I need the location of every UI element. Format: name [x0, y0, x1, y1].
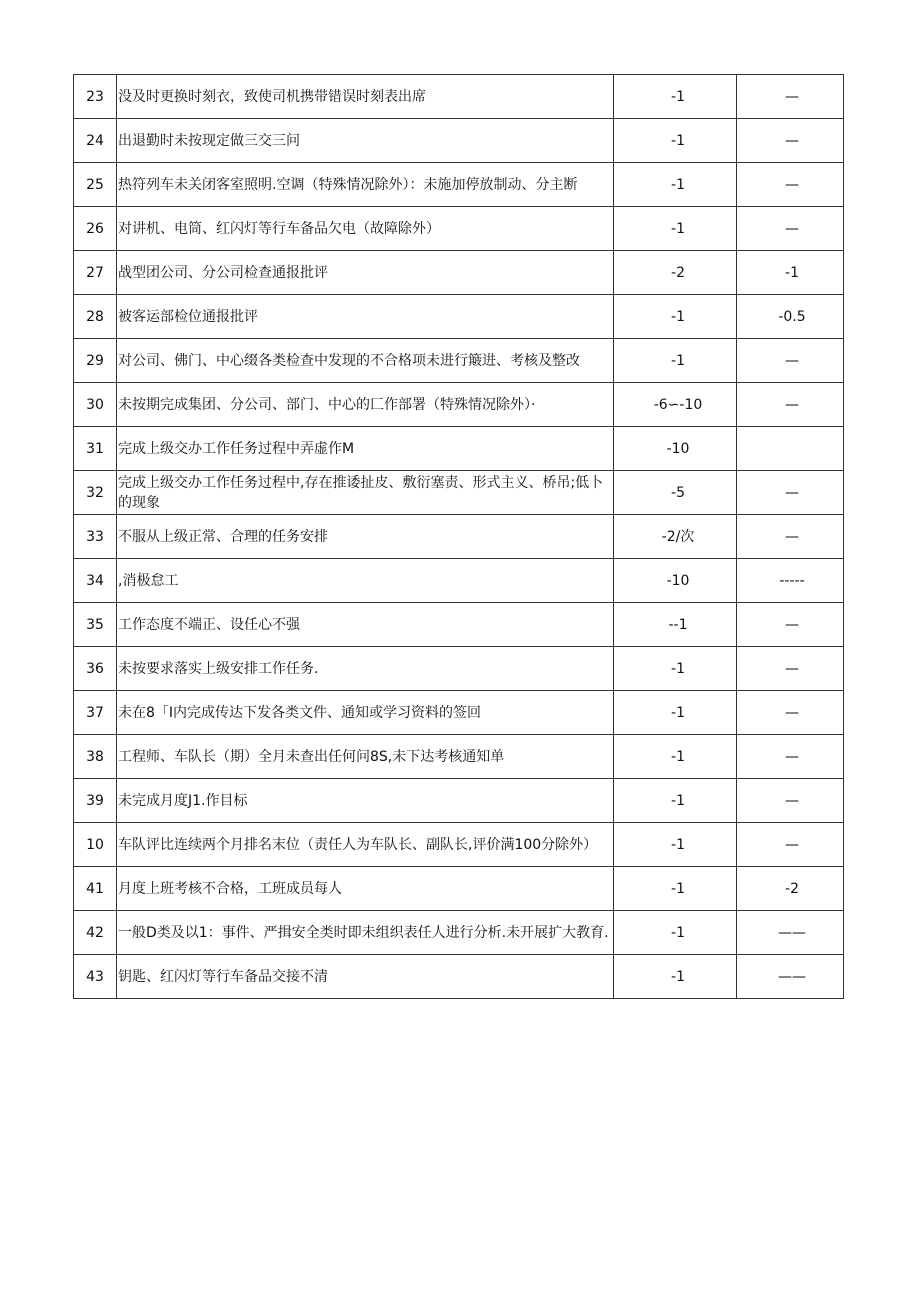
- table-body: [74, 75, 844, 999]
- table-row: [74, 207, 844, 251]
- row-item-text: 出退勤时未按现定做三交三问: [117, 119, 614, 163]
- row-extra-score: —: [737, 691, 844, 735]
- row-number: 38: [74, 735, 117, 779]
- row-extra-score: —: [737, 735, 844, 779]
- row-number: 28: [74, 295, 117, 339]
- row-extra-score: -----: [737, 559, 844, 603]
- table-row: [74, 735, 844, 779]
- row-score: -1: [614, 119, 737, 163]
- row-extra-score: —: [737, 339, 844, 383]
- row-score: -1: [614, 911, 737, 955]
- row-score: -6∽-10: [614, 383, 737, 427]
- table-row: [74, 647, 844, 691]
- row-extra-score: —: [737, 823, 844, 867]
- row-number: 26: [74, 207, 117, 251]
- row-score: -1: [614, 295, 737, 339]
- row-item-text: 完成上级交办工作任务过程中弄虚作M: [117, 427, 614, 471]
- row-item-text: 完成上级交办工作任务过程中,存在推诿扯皮、敷衍塞责、形式主义、桥吊;低卜的现象: [117, 471, 614, 515]
- table-row: [74, 295, 844, 339]
- row-extra-score: —: [737, 471, 844, 515]
- row-item-text: 对讲机、电筒、红闪灯等行车备品欠电（故障除外）: [117, 207, 614, 251]
- table-row: [74, 75, 844, 119]
- row-score: -1: [614, 955, 737, 999]
- table-row: [74, 823, 844, 867]
- row-item-text: 战型团公司、分公司检查通报批评: [117, 251, 614, 295]
- row-extra-score: —: [737, 515, 844, 559]
- row-number: 34: [74, 559, 117, 603]
- row-number: 42: [74, 911, 117, 955]
- row-extra-score: -0.5: [737, 295, 844, 339]
- row-score: -10: [614, 427, 737, 471]
- row-item-text: 未按要求落实上级安排工作任务.: [117, 647, 614, 691]
- row-number: 35: [74, 603, 117, 647]
- row-extra-score: —: [737, 163, 844, 207]
- row-item-text: 没及时更换时刻衣，致使司机携带错误时刻表出席: [117, 75, 614, 119]
- row-extra-score: [737, 427, 844, 471]
- row-item-text: ,消极怠工: [117, 559, 614, 603]
- row-score: -1: [614, 867, 737, 911]
- row-score: -2/次: [614, 515, 737, 559]
- row-extra-score: —: [737, 647, 844, 691]
- row-score: --1: [614, 603, 737, 647]
- row-item-text: 车队评比连续两个月排名末位（责任人为车队长、副队长,评价满100分除外）: [117, 823, 614, 867]
- row-item-text: 被客运部检位通报批评: [117, 295, 614, 339]
- table-row: [74, 779, 844, 823]
- row-item-text: 工程师、车队长（期）全月未查出任何问8S,未下达考核通知单: [117, 735, 614, 779]
- row-score: -1: [614, 647, 737, 691]
- table-row: [74, 867, 844, 911]
- row-number: 39: [74, 779, 117, 823]
- row-score: -1: [614, 779, 737, 823]
- row-extra-score: ——: [737, 911, 844, 955]
- row-score: -1: [614, 207, 737, 251]
- row-score: -1: [614, 691, 737, 735]
- row-score: -2: [614, 251, 737, 295]
- row-number: 43: [74, 955, 117, 999]
- table-row: [74, 251, 844, 295]
- row-score: -5: [614, 471, 737, 515]
- row-number: 31: [74, 427, 117, 471]
- row-score: -1: [614, 75, 737, 119]
- table-row: [74, 119, 844, 163]
- row-number: 29: [74, 339, 117, 383]
- assessment-table: [73, 74, 844, 999]
- row-number: 27: [74, 251, 117, 295]
- row-score: -1: [614, 823, 737, 867]
- row-number: 23: [74, 75, 117, 119]
- row-number: 32: [74, 471, 117, 515]
- row-item-text: 未完成月度J1.作目标: [117, 779, 614, 823]
- row-number: 30: [74, 383, 117, 427]
- row-extra-score: —: [737, 779, 844, 823]
- table-row: [74, 559, 844, 603]
- row-item-text: 不服从上级正常、合理的任务安排: [117, 515, 614, 559]
- table-row: [74, 427, 844, 471]
- row-item-text: 钥匙、红闪灯等行车备品交接不清: [117, 955, 614, 999]
- row-item-text: 一般D类及以1：事件、严揖安全类时即未组织表任人进行分析.未开展扩大教育.: [117, 911, 614, 955]
- row-extra-score: —: [737, 383, 844, 427]
- row-item-text: 未按期完成集团、分公司、部门、中心的匚作部署（特殊情况除外）·: [117, 383, 614, 427]
- row-number: 24: [74, 119, 117, 163]
- table-row: [74, 163, 844, 207]
- row-number: 33: [74, 515, 117, 559]
- table-row: [74, 383, 844, 427]
- table-row: [74, 515, 844, 559]
- row-extra-score: -1: [737, 251, 844, 295]
- row-score: -1: [614, 735, 737, 779]
- row-score: -10: [614, 559, 737, 603]
- row-extra-score: —: [737, 119, 844, 163]
- row-item-text: 月度上班考核不合格，工班成员每人: [117, 867, 614, 911]
- row-score: -1: [614, 339, 737, 383]
- row-extra-score: —: [737, 207, 844, 251]
- row-item-text: 工作态度不端正、设任心不强: [117, 603, 614, 647]
- row-item-text: 热符列车未关闭客室照明.空调（特殊情况除外）：未施加停放制动、分主断: [117, 163, 614, 207]
- row-number: 36: [74, 647, 117, 691]
- table-row: [74, 471, 844, 515]
- row-extra-score: ——: [737, 955, 844, 999]
- table-row: [74, 603, 844, 647]
- row-item-text: 对公司、佛门、中心缀各类检查中发现的不合格项未进行簸进、考核及整改: [117, 339, 614, 383]
- row-item-text: 未在8「I内完成传达下发各类文件、通知或学习资料的签回: [117, 691, 614, 735]
- row-number: 25: [74, 163, 117, 207]
- row-extra-score: —: [737, 75, 844, 119]
- row-number: 10: [74, 823, 117, 867]
- table-row: [74, 911, 844, 955]
- row-score: -1: [614, 163, 737, 207]
- row-extra-score: -2: [737, 867, 844, 911]
- table-row: [74, 955, 844, 999]
- row-number: 41: [74, 867, 117, 911]
- row-number: 37: [74, 691, 117, 735]
- row-extra-score: —: [737, 603, 844, 647]
- table-row: [74, 339, 844, 383]
- table-row: [74, 691, 844, 735]
